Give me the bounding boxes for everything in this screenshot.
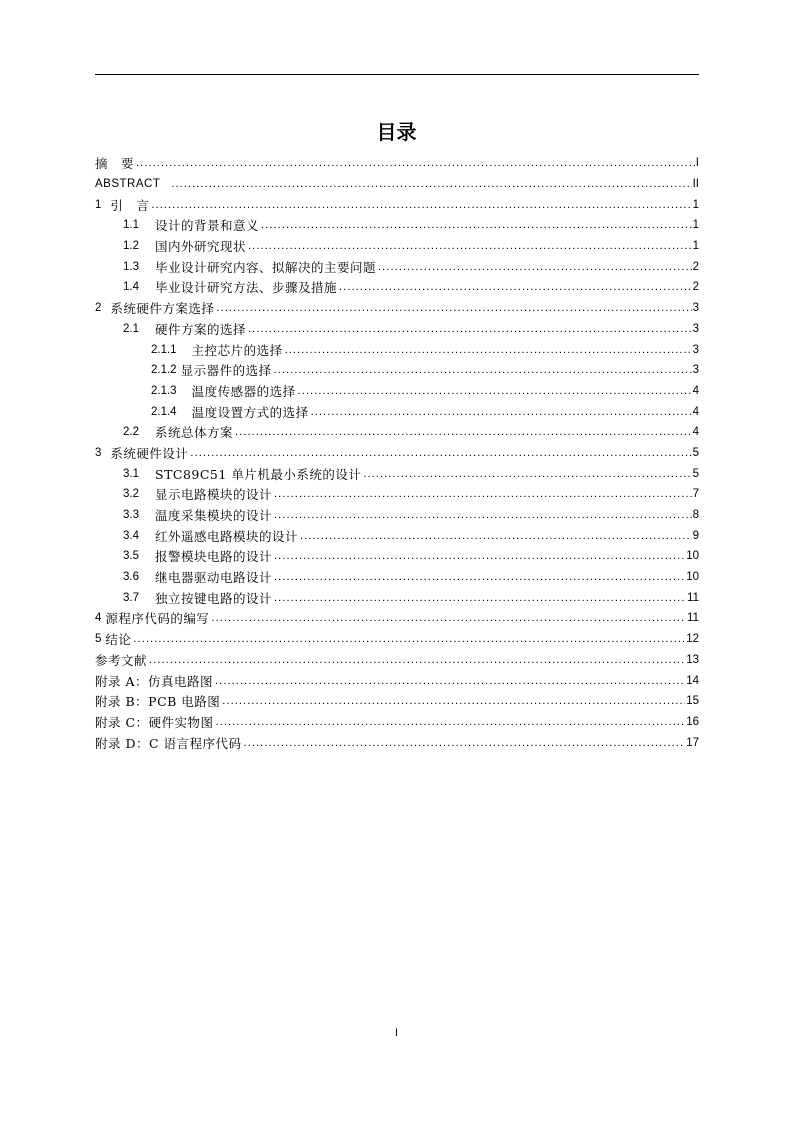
toc-entry-number: 3.5 bbox=[123, 550, 139, 563]
toc-entry-text: 系统总体方案 bbox=[155, 425, 234, 441]
toc-leader bbox=[339, 281, 692, 293]
header-rule bbox=[95, 74, 699, 75]
toc-entry-5[interactable] bbox=[95, 629, 699, 650]
toc-entry-page: 5 bbox=[692, 446, 699, 459]
toc-entry-1-2[interactable] bbox=[95, 236, 699, 257]
toc-entry-page: 1 bbox=[692, 240, 699, 253]
toc-entry-page: 4 bbox=[692, 426, 699, 439]
toc-entry-3-1[interactable] bbox=[95, 463, 699, 484]
toc-entry-2-1-2[interactable] bbox=[95, 360, 699, 381]
toc-entry-page: 4 bbox=[692, 384, 699, 397]
toc-entry-text: 结论 bbox=[105, 632, 132, 648]
table-of-contents bbox=[95, 153, 699, 753]
toc-entry-text: 附录 D：C 语言程序代码 bbox=[95, 735, 242, 751]
toc-entry-text: 系统硬件设计 bbox=[110, 445, 189, 461]
toc-leader bbox=[133, 633, 685, 645]
toc-entry-text: 温度传感器的选择 bbox=[191, 383, 296, 399]
toc-leader bbox=[274, 571, 685, 583]
toc-entry-page: 4 bbox=[692, 405, 699, 418]
toc-entry-page: 15 bbox=[686, 695, 699, 708]
toc-entry-text: 毕业设计研究内容、拟解决的主要问题 bbox=[155, 259, 377, 275]
toc-entry-1-4[interactable] bbox=[95, 277, 699, 298]
toc-entry-number: 2 bbox=[95, 302, 102, 315]
toc-entry-page: 13 bbox=[686, 653, 699, 666]
toc-entry-1[interactable] bbox=[95, 194, 699, 215]
toc-entry-page: II bbox=[692, 178, 699, 191]
toc-entry-number: 2.1.4 bbox=[151, 405, 177, 418]
toc-entry-page: 8 bbox=[692, 509, 699, 522]
toc-entry-appendix-d[interactable] bbox=[95, 732, 699, 753]
toc-entry-page: 9 bbox=[692, 529, 699, 542]
toc-entry-page: 10 bbox=[686, 550, 699, 563]
toc-entry-page: I bbox=[695, 157, 699, 170]
toc-entry-3-7[interactable] bbox=[95, 587, 699, 608]
toc-entry-text: 温度设置方式的选择 bbox=[191, 404, 309, 420]
toc-entry-3-3[interactable] bbox=[95, 505, 699, 526]
toc-entry-text: 显示器件的选择 bbox=[180, 363, 272, 379]
toc-entry-text: 国内外研究现状 bbox=[155, 239, 247, 255]
toc-entry-2-1-3[interactable] bbox=[95, 381, 699, 402]
toc-leader bbox=[216, 302, 691, 314]
toc-entry-text: 红外遥感电路模块的设计 bbox=[155, 528, 299, 544]
toc-entry-text: STC89C51 单片机最小系统的设计 bbox=[155, 466, 362, 482]
toc-entry-page: 3 bbox=[692, 364, 699, 377]
toc-leader bbox=[363, 468, 691, 480]
toc-entry-text: 参考文献 bbox=[95, 652, 148, 668]
toc-entry-text: 继电器驱动电路设计 bbox=[155, 570, 273, 586]
toc-entry-page: 11 bbox=[687, 591, 699, 604]
toc-leader bbox=[149, 654, 685, 666]
toc-entry-text: 温度采集模块的设计 bbox=[155, 508, 273, 524]
toc-entry-2-1-1[interactable] bbox=[95, 339, 699, 360]
toc-leader bbox=[274, 592, 686, 604]
toc-entry-number: 2.2 bbox=[123, 426, 139, 439]
toc-entry-page: 3 bbox=[692, 322, 699, 335]
toc-entry-appendix-b[interactable] bbox=[95, 691, 699, 712]
toc-leader bbox=[274, 488, 692, 500]
toc-entry-page: 1 bbox=[692, 219, 699, 232]
toc-entry-page: 14 bbox=[686, 674, 699, 687]
toc-leader bbox=[244, 737, 686, 749]
toc-entry-number: 3.2 bbox=[123, 488, 139, 501]
toc-leader bbox=[216, 716, 686, 728]
toc-entry-number: 1.1 bbox=[123, 219, 139, 232]
toc-entry-appendix-c[interactable] bbox=[95, 712, 699, 733]
toc-entry-number: 3.7 bbox=[123, 591, 139, 604]
toc-entry-page: 2 bbox=[692, 260, 699, 273]
toc-entry-number: 3.4 bbox=[123, 529, 139, 542]
toc-entry-number: 2.1.3 bbox=[151, 384, 177, 397]
toc-entry-text: 附录 C：硬件实物图 bbox=[95, 714, 214, 730]
toc-entry-2-1[interactable] bbox=[95, 319, 699, 340]
toc-entry-3[interactable] bbox=[95, 443, 699, 464]
toc-entry-text: 主控芯片的选择 bbox=[191, 342, 283, 358]
toc-leader bbox=[261, 219, 692, 231]
toc-entry-number: 4 bbox=[95, 612, 102, 625]
toc-leader bbox=[285, 344, 692, 356]
toc-leader bbox=[211, 612, 686, 624]
toc-entry-number: 2.1 bbox=[123, 322, 139, 335]
toc-leader bbox=[248, 240, 692, 252]
toc-entry-abstract-en[interactable] bbox=[95, 174, 699, 195]
toc-entry-number: 2.1.1 bbox=[151, 343, 177, 356]
toc-entry-number: 1.2 bbox=[123, 240, 139, 253]
toc-leader bbox=[311, 406, 692, 418]
toc-leader bbox=[248, 323, 692, 335]
toc-entry-page: 17 bbox=[686, 736, 699, 749]
toc-entry-text: 报警模块电路的设计 bbox=[155, 549, 273, 565]
toc-leader bbox=[171, 178, 691, 190]
toc-entry-number: 3.3 bbox=[123, 509, 139, 522]
toc-entry-appendix-a[interactable] bbox=[95, 670, 699, 691]
toc-leader bbox=[136, 157, 695, 169]
toc-entry-page: 2 bbox=[692, 281, 699, 294]
toc-leader bbox=[190, 447, 691, 459]
toc-entry-page: 16 bbox=[686, 715, 699, 728]
toc-entry-2[interactable] bbox=[95, 298, 699, 319]
toc-entry-text: 毕业设计研究方法、步骤及措施 bbox=[155, 280, 338, 296]
toc-entry-text: 硬件方案的选择 bbox=[155, 321, 247, 337]
toc-entry-4[interactable] bbox=[95, 608, 699, 629]
toc-entry-text: 显示电路模块的设计 bbox=[155, 487, 273, 503]
toc-leader bbox=[222, 695, 685, 707]
toc-entry-text: 摘 要 bbox=[95, 156, 135, 172]
toc-leader bbox=[274, 550, 685, 562]
toc-entry-page: 10 bbox=[686, 571, 699, 584]
toc-entry-page: 5 bbox=[692, 467, 699, 480]
toc-entry-page: 7 bbox=[692, 488, 699, 501]
toc-entry-number: 1.4 bbox=[123, 281, 139, 294]
toc-entry-text: 系统硬件方案选择 bbox=[110, 301, 215, 317]
toc-entry-text: 源程序代码的编写 bbox=[105, 611, 210, 627]
toc-entry-3-2[interactable] bbox=[95, 484, 699, 505]
toc-entry-text: 附录 A：仿真电路图 bbox=[95, 673, 214, 689]
toc-leader bbox=[274, 509, 692, 521]
toc-entry-page: 1 bbox=[692, 198, 699, 211]
toc-entry-number: 1.3 bbox=[123, 260, 139, 273]
toc-entry-number: 3.1 bbox=[123, 467, 139, 480]
toc-entry-text: 引 言 bbox=[110, 197, 150, 213]
toc-entry-number: 1 bbox=[95, 198, 102, 211]
toc-entry-page: 3 bbox=[692, 343, 699, 356]
footer-page-number: I bbox=[394, 1027, 399, 1039]
toc-leader bbox=[378, 261, 692, 273]
toc-leader bbox=[298, 385, 692, 397]
toc-leader bbox=[300, 530, 692, 542]
toc-leader bbox=[215, 675, 685, 687]
toc-entry-references[interactable] bbox=[95, 650, 699, 671]
toc-entry-3-4[interactable] bbox=[95, 525, 699, 546]
toc-entry-page: 3 bbox=[692, 302, 699, 315]
toc-entry-number: 3 bbox=[95, 446, 102, 459]
toc-entry-1-3[interactable] bbox=[95, 256, 699, 277]
toc-entry-1-1[interactable] bbox=[95, 215, 699, 236]
toc-entry-2-2[interactable] bbox=[95, 422, 699, 443]
toc-leader bbox=[235, 426, 692, 438]
page-title: 目录 bbox=[376, 120, 417, 144]
toc-entry-page: 11 bbox=[687, 612, 699, 625]
toc-entry-3-6[interactable] bbox=[95, 567, 699, 588]
toc-entry-text: 独立按键电路的设计 bbox=[155, 590, 273, 606]
toc-entry-3-5[interactable] bbox=[95, 546, 699, 567]
toc-entry-text: 附录 B：PCB 电路图 bbox=[95, 694, 221, 710]
toc-leader bbox=[151, 199, 691, 211]
toc-entry-number: 3.6 bbox=[123, 571, 139, 584]
toc-entry-number: 2.1.2 bbox=[151, 364, 177, 377]
toc-entry-page: 12 bbox=[686, 633, 699, 646]
toc-entry-abstract-cn[interactable] bbox=[95, 153, 699, 174]
toc-leader bbox=[274, 364, 692, 376]
toc-entry-text: 设计的背景和意义 bbox=[155, 218, 260, 234]
toc-entry-2-1-4[interactable] bbox=[95, 401, 699, 422]
toc-entry-number: 5 bbox=[95, 633, 102, 646]
toc-entry-text: ABSTRACT bbox=[95, 178, 161, 191]
